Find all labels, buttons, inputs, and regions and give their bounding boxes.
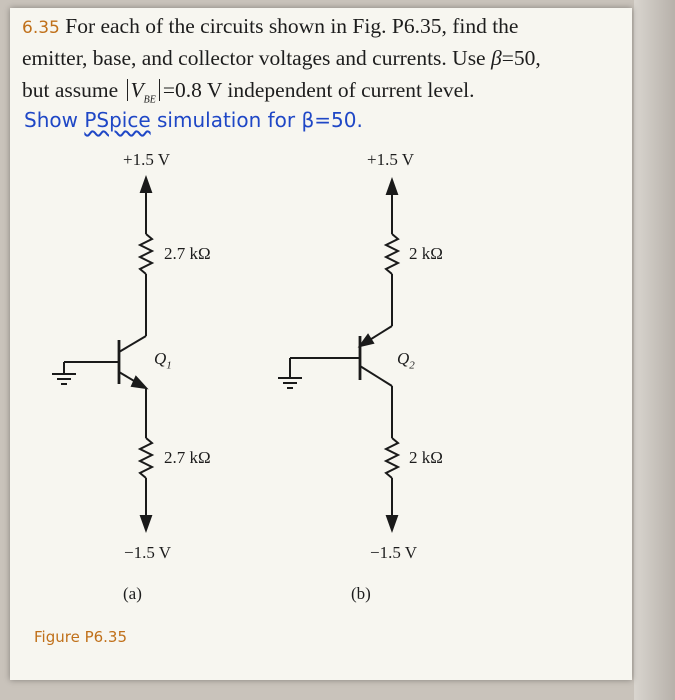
figure-caption: Figure P6.35 <box>34 628 128 646</box>
transistor-q1 <box>154 349 172 371</box>
emitter-arrow-b <box>360 335 373 346</box>
emitter-arrow-a <box>132 377 146 388</box>
resistor-bottom-a <box>140 438 152 478</box>
problem-number: 6.35 <box>22 18 60 38</box>
pspice-word: PSpice <box>84 108 151 132</box>
circuit-b-label: (b) <box>351 584 371 603</box>
supply-arrow-top-a <box>141 178 151 192</box>
problem-line-3-start: but assume <box>22 78 119 102</box>
supply-top-b: +1.5 V <box>367 150 415 169</box>
circuit-a <box>52 178 152 530</box>
circuit-a-label: (a) <box>123 584 142 603</box>
supply-arrow-bottom-a <box>141 516 151 530</box>
problem-line-3-end: =0.8 V independent of current level. <box>162 78 475 102</box>
problem-line-2-text: emitter, base, and collector voltages and currents. Use <box>22 46 486 70</box>
beta-symbol: β <box>490 46 502 70</box>
beta-value: =50, <box>501 46 541 70</box>
vbe-symbol: V <box>130 78 144 102</box>
transistor-q1-letter: Q <box>154 349 167 368</box>
instruction-rest: simulation for β=50. <box>157 108 363 132</box>
transistor-q2 <box>397 349 415 371</box>
supply-bottom-a: −1.5 V <box>124 543 172 562</box>
resistor-top-b-value: 2 kΩ <box>409 244 443 263</box>
supply-top-a: +1.5 V <box>123 150 171 169</box>
resistor-top-a <box>140 234 152 274</box>
resistor-bottom-a-value: 2.7 kΩ <box>164 448 211 467</box>
supply-arrow-bottom-b <box>387 516 397 530</box>
transistor-q2-letter: Q <box>397 349 410 368</box>
transistor-q2-sub: 2 <box>409 359 415 372</box>
circuit-b <box>278 180 398 530</box>
problem-line-1-text: For each of the circuits shown in Fig. P6.35, find the <box>65 14 519 38</box>
instruction-show: Show <box>24 108 78 132</box>
resistor-bottom-b-value: 2 kΩ <box>409 448 443 467</box>
supply-arrow-top-b <box>387 180 397 194</box>
supply-bottom-b: −1.5 V <box>370 543 418 562</box>
resistor-top-b <box>386 234 398 274</box>
resistor-top-a-value: 2.7 kΩ <box>164 244 211 263</box>
vbe-subscript: BE <box>143 94 156 106</box>
resistor-bottom-b <box>386 438 398 478</box>
transistor-q1-sub: 1 <box>166 359 172 372</box>
